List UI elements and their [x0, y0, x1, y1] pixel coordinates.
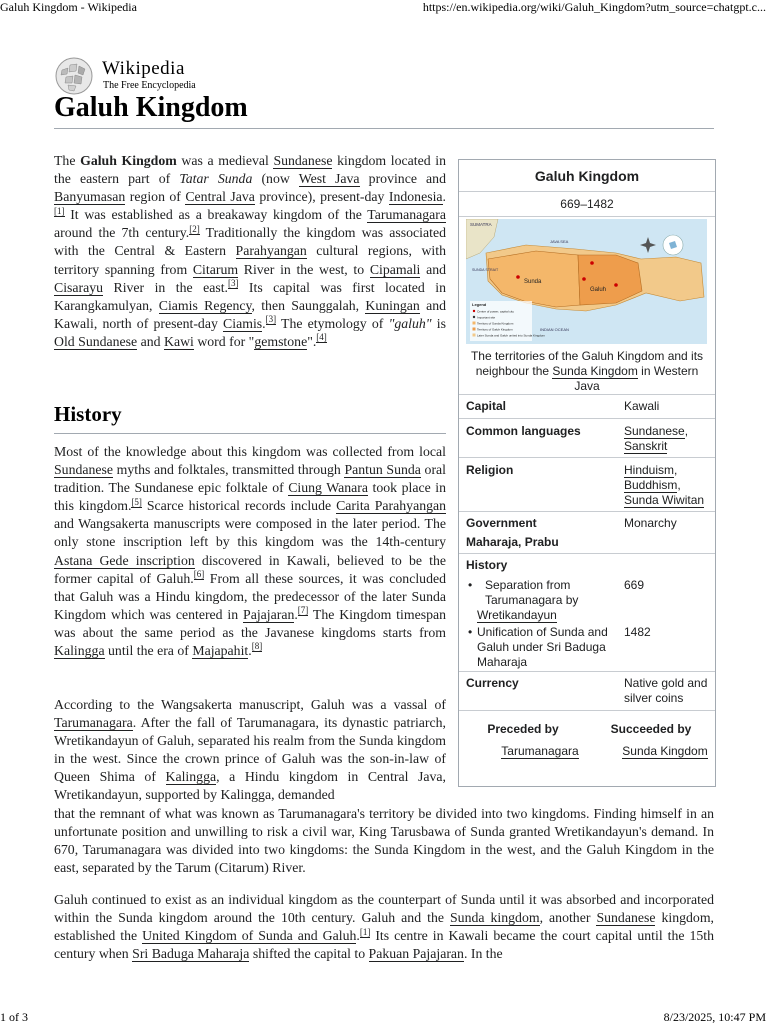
intro-paragraph: The Galuh Kingdom was a medieval Sundanese kingdom located in the eastern part of Tatar Sunda (now West Java province and Banyumasan region of Central Java province), present-day Indonesia.[1] It was established as a breakaway kingdom of the Tarumanagara around the 7th century.[2] Traditionally the kingdom was associated with the Central & Eastern Parahyangan cultural regions, with territory spanning from Citarum River in the west, to Cipamali and Cisarayu River in the east.[3] Its capital was first located in Karangkamulyan, Ciamis Regency, then Saunggalah, Kuningan and Kawali, north of present-day Ciamis.[3] The etymology of "galuh" is Old Sundanese and Kawi word for "gemstone".[4] — [54, 153, 446, 349]
infobox-ruler-label: Maharaja, Prabu — [466, 535, 559, 549]
link-sundanese[interactable]: Sundanese — [273, 153, 333, 168]
preceded-by-value — [459, 744, 621, 758]
link-kalingga[interactable]: Kalingga — [54, 643, 105, 659]
history-event-year: 669 — [624, 578, 645, 592]
divider — [459, 216, 715, 217]
print-page-title: Galuh Kingdom - Wikipedia — [0, 0, 137, 14]
citation-link[interactable]: [7] — [297, 605, 309, 616]
link-citarum[interactable]: Citarum — [192, 261, 239, 277]
link-west-java[interactable]: West Java — [298, 171, 360, 187]
divider — [459, 671, 715, 672]
link-pajajaran[interactable]: Pajajaran — [243, 606, 295, 622]
preceded-by-label: Preceded by — [487, 722, 559, 736]
link-astana-gede-inscription[interactable]: Astana Gede inscription — [54, 552, 195, 568]
divider — [459, 418, 715, 419]
infobox-currency-label: Currency — [466, 676, 519, 690]
succeeded-by-value — [609, 744, 721, 759]
print-datetime: 8/23/2025, 10:47 PM — [663, 1010, 766, 1024]
print-footer — [0, 1010, 768, 1024]
history-event: • Unification of Sunda and Galuh under Sri Baduga Maharaja — [469, 625, 614, 670]
link-parahyangan[interactable]: Parahyangan — [235, 243, 307, 259]
infobox-dates: 669–1482 — [560, 197, 614, 211]
link-sri-baduga-maharaja[interactable]: Sri Baduga Maharaja — [132, 946, 250, 962]
territory-map[interactable] — [466, 219, 707, 344]
link-tarumanagara[interactable]: Tarumanagara — [367, 207, 446, 223]
link-carita-parahyangan[interactable]: Carita Parahyangan — [336, 498, 447, 514]
citation-link[interactable]: [5] — [131, 496, 142, 507]
citation-link[interactable]: [1] — [359, 926, 371, 937]
page-number: 1 of 3 — [0, 1010, 28, 1024]
link-sundanese[interactable]: Sundanese — [54, 462, 114, 478]
link-pantun-sunda[interactable]: Pantun Sunda — [344, 462, 421, 478]
link-tarumanagara[interactable]: Tarumanagara — [54, 715, 133, 731]
wikipedia-globe-icon — [54, 56, 94, 96]
infobox-capital-label: Capital — [466, 399, 507, 413]
link-ciamis-regency[interactable]: Ciamis Regency — [158, 297, 252, 313]
citation-link[interactable]: [4] — [316, 332, 327, 343]
link-sanskrit[interactable]: Sanskrit — [624, 439, 668, 453]
map-sea-label: JAVA SEA — [550, 239, 569, 244]
link-buddhism[interactable]: Buddhism — [624, 478, 678, 492]
link-central-java[interactable]: Central Java — [185, 189, 255, 205]
article-title: Galuh Kingdom — [54, 92, 714, 129]
link-pakuan-pajajaran[interactable]: Pakuan Pajajaran — [368, 946, 464, 962]
link-kawi[interactable]: Kawi — [163, 333, 194, 349]
link-kalingga[interactable]: Kalingga — [165, 769, 217, 785]
link-ciung-wanara[interactable]: Ciung Wanara — [288, 480, 369, 496]
section-heading-history: History — [54, 402, 446, 434]
wordmark-name: Wikipedia — [102, 58, 185, 79]
wikipedia-wordmark[interactable] — [54, 56, 254, 96]
link-wretikandayun[interactable]: Wretikandayun — [477, 608, 557, 622]
divider — [459, 553, 715, 554]
infobox — [458, 159, 716, 787]
citation-link[interactable]: [8] — [251, 641, 263, 652]
map-legend-item: Important site — [477, 315, 496, 320]
link-tarumanagara[interactable]: Tarumanagara — [501, 744, 579, 758]
infobox-currency-value: Native gold and silver coins — [624, 676, 708, 705]
divider — [459, 457, 715, 458]
link-sunda-kingdom[interactable]: Sunda Kingdom — [552, 364, 638, 378]
history-paragraph-1: Most of the knowledge about this kingdom was collected from local Sundanese myths and folktales, transmitted through Pantun Sunda oral tradition. The Sundanese epic folktale of Ciung Wanara took place in this kingdom.[5] Scarce historical records include Carita Parahyangan and Wangsakerta manuscripts were composed in the later period. The only stone inscription left by this kingdom was the 14th-century Astana Gede inscription discovered in Kawali, believed to be the former capital of Galuh.[6] From all these sources, it was concluded that Galuh was a Hindu kingdom, the predecessor of the later Sunda Kingdom which was centered in Pajajaran.[7] The Kingdom timespan was about the same period as the Javanese kingdoms starts from Kalingga until the era of Majapahit.[8] — [54, 444, 447, 659]
link-gemstone[interactable]: gemstone — [254, 333, 308, 349]
map-legend-item: Territory of Sunda Kingdom — [477, 321, 514, 326]
map-legend-item: Later Sunda and Galuh united into Sunda Kingdom — [477, 333, 545, 338]
divider — [459, 511, 715, 512]
divider — [459, 710, 715, 711]
history-event: • Separation from Tarumanagara by Wretikandayun — [469, 578, 614, 623]
link-united-kingdom-sunda-galuh[interactable]: United Kingdom of Sunda and Galuh — [142, 928, 357, 944]
map-galuh-label: Galuh — [590, 287, 607, 293]
citation-link[interactable]: [1] — [54, 205, 65, 216]
infobox-religion-value: Hinduism, Buddhism, Sunda Wiwitan — [624, 463, 705, 507]
link-majapahit[interactable]: Majapahit — [192, 643, 249, 659]
citation-link[interactable]: [3] — [227, 278, 239, 289]
link-sunda-kingdom[interactable]: Sunda kingdom — [450, 910, 540, 926]
history-paragraph-2: According to the Wangsakerta manuscript, Galuh was a vassal of Tarumanagara. After the fall of Tarumanagara, its dynastic patriarch, Wretikandayun of Galuh, separated his realm from the Sunda kingdom in the west. Since the crown prince of Galuh was the son-in-law of Queen Shima of Kalingga, a Hindu kingdom in Central Java, Wretikandayun, supported by Kalingga, demanded — [54, 697, 447, 803]
link-kuningan[interactable]: Kuningan — [365, 297, 420, 313]
divider — [459, 394, 715, 395]
link-sundanese[interactable]: Sundanese — [624, 424, 685, 438]
history-paragraph-2-continued: that the remnant of what was known as Tarumanagara's territory be divided into two kingdoms. Finding himself in an unfortunate position and unwilling to risk a civil war, King Tarusbawa of Sunda granted Wretikandayun's demand. In 670, Tarumanagara was divided into two kingdoms: the Sunda Kingdom in the west, and the Galuh Kingdom in the east, separated by the Tarum (Citarum) River. — [54, 806, 714, 876]
link-ciamis[interactable]: Ciamis — [223, 315, 263, 331]
map-ocean-label: INDIAN OCEAN — [540, 327, 569, 332]
link-cisarayu[interactable]: Cisarayu — [54, 279, 104, 295]
print-header — [0, 0, 768, 16]
link-indonesia[interactable]: Indonesia — [388, 189, 443, 205]
infobox-title: Galuh Kingdom — [534, 168, 640, 184]
infobox-government-value: Monarchy — [624, 516, 677, 530]
divider — [459, 191, 715, 192]
print-url[interactable]: https://en.wikipedia.org/wiki/Galuh_Kingdom?utm_source=chatgpt.c... — [422, 0, 766, 14]
map-region-label: SUMATRA — [470, 222, 492, 227]
map-legend-item: Territory of Galuh Kingdom — [477, 327, 513, 332]
map-caption: The territories of the Galuh Kingdom and its neighbour the Sunda Kingdom in Western Java — [470, 349, 704, 393]
infobox-languages-value: Sundanese, Sanskrit — [624, 424, 689, 453]
citation-link[interactable]: [6] — [193, 569, 205, 580]
infobox-history-label: History — [466, 558, 508, 572]
map-legend-item: Centre of power, capital city — [477, 309, 514, 314]
link-banyumasan[interactable]: Banyumasan — [54, 189, 126, 205]
wordmark-tagline: The Free Encyclopedia — [103, 80, 196, 91]
map-legend-title: Legend — [472, 302, 487, 307]
link-sunda-kingdom[interactable]: Sunda Kingdom — [622, 744, 708, 758]
citation-link[interactable]: [3] — [265, 314, 277, 325]
infobox-capital-value: Kawali — [624, 399, 660, 413]
succeeded-by-label: Succeeded by — [610, 722, 692, 736]
link-hinduism[interactable]: Hinduism — [624, 463, 675, 477]
map-sunda-label: Sunda — [524, 279, 542, 285]
map-strait-label: SUNDA STRAIT — [472, 268, 499, 272]
history-paragraph-3: Galuh continued to exist as an individual kingdom as the counterpart of Sunda until it was absorbed and incorporated within the Sunda kingdom around the 10th century. Galuh and the Sunda kingdom, another Sundanese kingdom, established the United Kingdom of Sunda and Galuh.[1] Its centre in Kawali became the court capital until the 15th century when Sri Baduga Maharaja shifted the capital to Pakuan Pajajaran. In the — [54, 892, 715, 962]
infobox-languages-label: Common languages — [466, 424, 581, 438]
link-cipamali[interactable]: Cipamali — [369, 261, 421, 277]
history-event-year: 1482 — [624, 625, 651, 639]
link-old-sundanese[interactable]: Old Sundanese — [54, 333, 138, 349]
link-sunda-wiwitan[interactable]: Sunda Wiwitan — [624, 493, 705, 507]
citation-link[interactable]: [2] — [189, 223, 200, 234]
link-sundanese[interactable]: Sundanese — [596, 910, 656, 926]
infobox-government-label: Government — [466, 516, 537, 530]
infobox-religion-label: Religion — [466, 463, 514, 477]
